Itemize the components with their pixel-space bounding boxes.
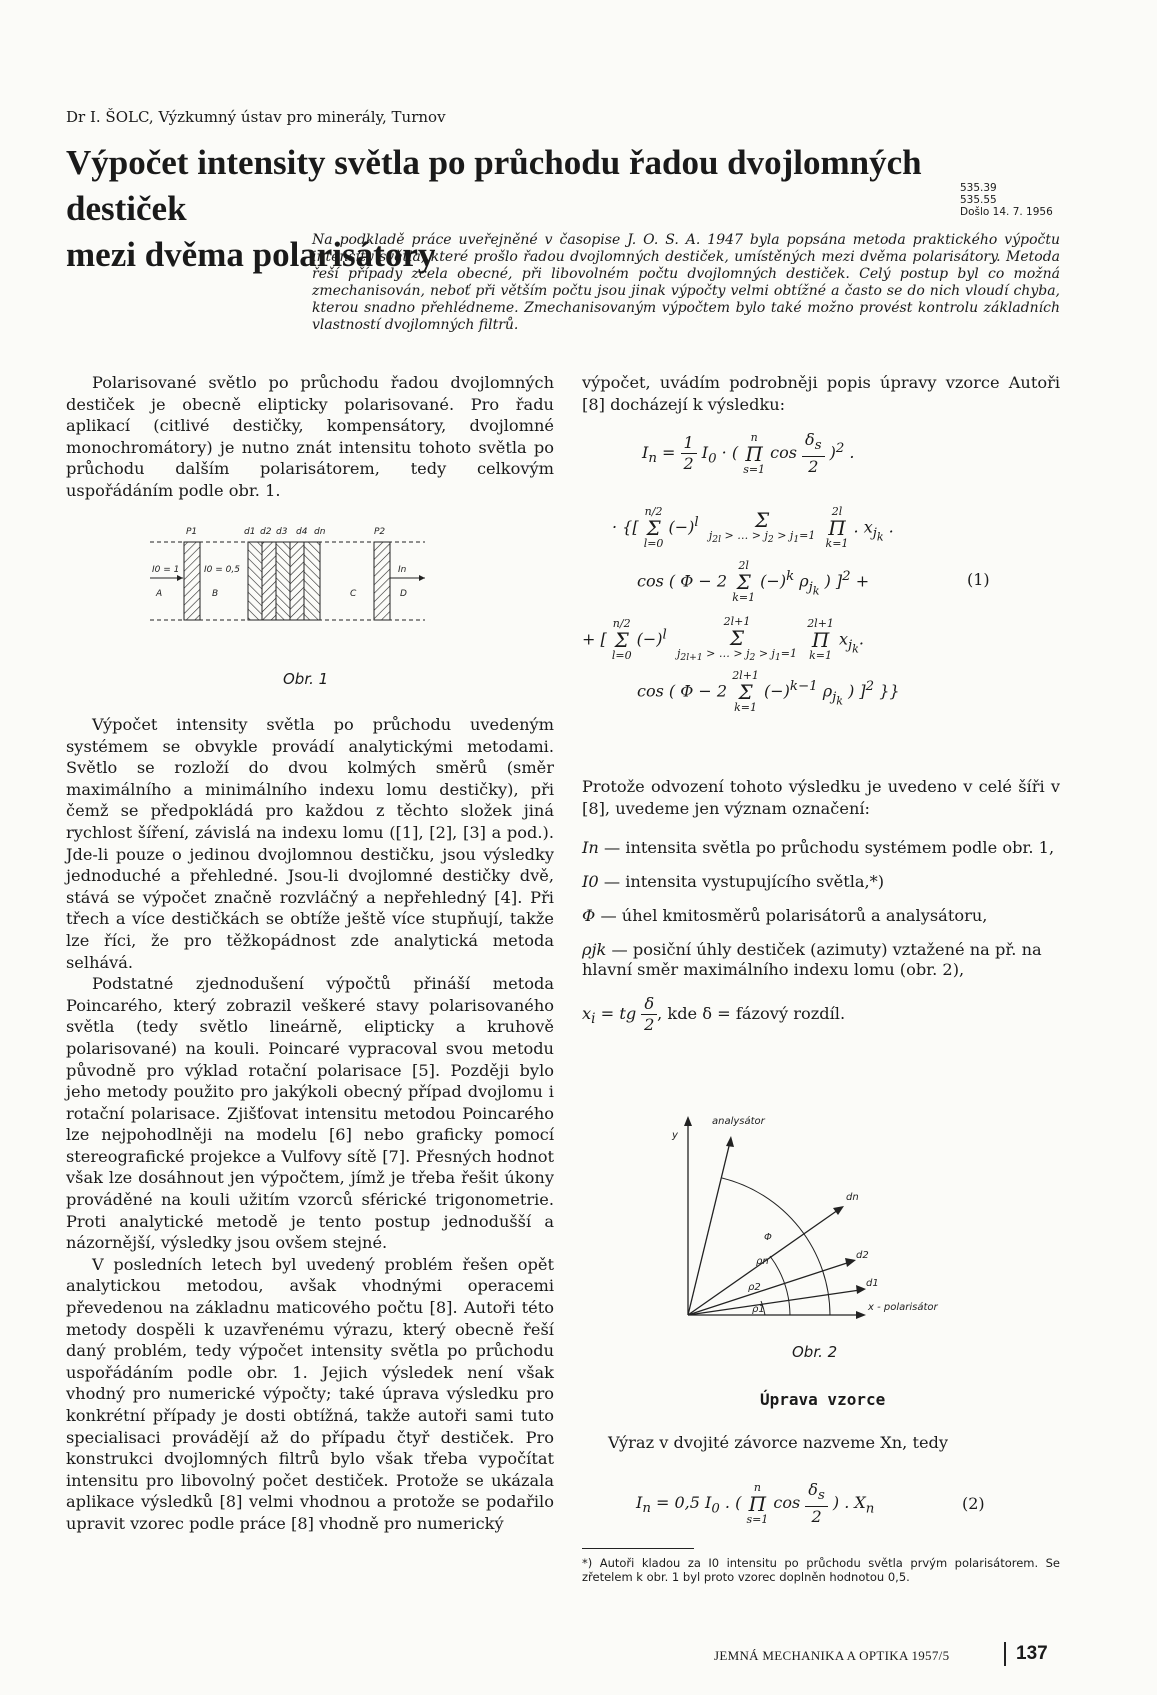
figure-1-diagram xyxy=(150,520,480,645)
label-p2: P2 xyxy=(374,527,386,537)
label-c: C xyxy=(350,589,357,599)
equation-2: $I_n = 0,5$ $I_0$ . ( n Π s=1 cos $\frac{\delta_s}{2}$ ) . $X_n$ (2) xyxy=(636,1480,985,1527)
right-column-lower xyxy=(582,1432,1060,1454)
section-heading: Úprava vzorce xyxy=(760,1390,886,1409)
label-analysator: analysátor xyxy=(712,1116,765,1127)
received-date: Došlo 14. 7. 1956 xyxy=(960,206,1053,218)
author-line: Dr I. ŠOLC, Výzkumný ústav pro minerály, Turnov xyxy=(66,108,446,126)
footer-divider xyxy=(1004,1642,1006,1666)
footnote: *) Autoři kladou za I0 intensitu po průchodu světla prvým polarisátorem. Se zřetelem k obr. 1 byl proto vzorec doplněn hodnotou 0,5. xyxy=(582,1556,1060,1584)
definition-item: Φ — úhel kmitosměrů polarisátorů a analysátoru, xyxy=(582,906,988,925)
title-line-2: mezi dvěma polarisátory xyxy=(66,235,436,274)
right-column-body xyxy=(582,776,1060,819)
title-line-1: Výpočet intensity světla po průchodu řadou dvojlomných destiček xyxy=(66,143,922,228)
label-a: A xyxy=(156,589,163,599)
figure-2-diagram xyxy=(660,1090,960,1320)
label-dn: dn xyxy=(314,527,326,537)
label-y-axis: y xyxy=(672,1130,678,1141)
label-dn-direction: dn xyxy=(846,1192,859,1203)
definition-item: $x_i$ = tg $\frac{\delta}{2}$ , kde δ = fázový rozdíl. xyxy=(582,994,846,1034)
label-d3: d3 xyxy=(276,527,288,537)
label-rho-n: ρn xyxy=(756,1256,769,1267)
label-i05: I0 = 0,5 xyxy=(204,565,240,575)
udc-code-2: 535.55 xyxy=(960,194,997,206)
polarizer-2 xyxy=(374,542,390,620)
label-d: D xyxy=(400,589,407,599)
paragraph: Protože odvození tohoto výsledku je uvedeno v celé šíři v [8], uvedeme jen význam označení: xyxy=(582,777,1060,818)
definition-item: ρjk — posiční úhly destiček (azimuty) vztažené na př. na hlavní směr maximálního indexu lomu (obr. 2), xyxy=(582,940,1042,979)
equation-1: $I_n$ = $\frac{1}{2}$ $I_0$ · ( n Π s=1 cos $\frac{\delta_s}{2}$ )$^2$ . · {[ n/2 Σ l=0 $(-)^l$ Σ $j_{2l}$ > … > $j_2 > j_1=1$ 2l Π k=1 . $x_{j_k}$ . cos ( Φ − 2 2l Σ k=1 $(-)^k$ $\rho_{j_k}$ ) ]$^2$ + (1) + [ n/2 Σ l=0 $(-)^l$ 2l+1 Σ $j_{2l+1}$ > … > $j_2 > j_1=1$ 2l+1 Π k=1 $x_{j_k}$. cos ( Φ − 2 2l+1 Σ k=1 $(-)^{k-1}$ $\rho_{j_k}$ ) ]$^2$ }} xyxy=(582,430,990,714)
label-d2-direction: d2 xyxy=(856,1250,869,1261)
paragraph: Podstatné zjednodušení výpočtů přináší metoda Poincarého, který zobrazil veškeré stavy polarisovaného světla (tedy světlo lineárně, elipticky a kruhově polarisované) na kouli. Poincaré vypracoval svou metodu původně pro výklad rotační polarisace [5]. Později bylo jeho metody použito pro jakýkoli obecný případ dvojlomu i rotační polarisace. Zjišťovat intensitu metodou Poincarého lze nejpohodlněji na modelu [6] nebo graficky pomocí stereografické projekce a Vulfovy sítě [7]. Přesných hodnot však lze dosáhnout jen výpočtem, jímž je třeba řešit úkony prováděné na kouli užitím vzorců sférické trigonometrie. Proti analytické metodě je tento postup jednodušší a názornější, výsledky jsou ovšem stejné. xyxy=(66,974,554,1253)
plate-stack xyxy=(248,542,320,620)
label-in: In xyxy=(398,565,407,575)
polarizer-1 xyxy=(184,542,200,620)
label-phi: Φ xyxy=(764,1232,772,1243)
label-d1-direction: d1 xyxy=(866,1278,879,1289)
abstract: Na podkladě práce uveřejněné v časopise J. O. S. A. 1947 byla popsána metoda praktického výpočtu intensity světla, které prošlo řadou dvojlomných destiček, umístěných mezi dvěma polarisátory. Metoda řeší případy zcela obecné, při libovolném počtu dvojlomných destiček. Celý postup byl co možná zmechanisován, neboť při větším počtu jsou jinak výpočty velmi obtížné a často se do nich vloudí chyba, kterou snadno přehlédneme. Zmechanisovaným výpočtem bylo také možno provést kontrolu základních vlastností dvojlomných filtrů. xyxy=(312,232,1060,333)
paragraph: V posledních letech byl uvedený problém řešen opět analytickou metodou, avšak vhodnými operacemi převedenou na základnu maticového počtu [8]. Autoři této metody dospěli k uzavřenému výrazu, který obecně řeší daný problém, tedy výpočet intensity světla po průchodu uspořádáním podle obr. 1. Jejich výsledek není však vhodný pro numerické výpočty; také úprava výsledku pro konkrétní případy je dosti obtížná, takže autoři sami tuto specialisaci provádějí až do případu čtyř destiček. Pro konstrukci dvojlomných filtrů bylo však třeba vypočítat intensitu pro libovolný počet destiček. Protože se ukázala aplikace výsledků [8] velmi vhodnou a protože se podařilo upravit vzorec podle práce [8] vhodně pro numerický xyxy=(66,1254,554,1533)
equation-1-number: (1) xyxy=(967,570,990,589)
page-number: 137 xyxy=(1016,1643,1048,1664)
classification-block xyxy=(960,182,1053,218)
label-d4: d4 xyxy=(296,527,308,537)
paragraph: Polarisované světlo po průchodu řadou dvojlomných destiček je obecně elipticky polarisované. Pro řadu aplikací (citlivé destičky, kompensátory, dvojlomné monochromátory) je nutno znát intensitu tohoto světla po průchodu dalším polarisátorem, tedy celkovým uspořádáním podle obr. 1. xyxy=(66,373,554,500)
label-polarisator: x - polarisátor xyxy=(868,1302,938,1313)
left-column-body xyxy=(66,714,554,1535)
left-column-top xyxy=(66,372,554,502)
paragraph: Výpočet intensity světla po průchodu uvedeným systémem se obvykle provádí analytickými metodami. Světlo se rozloží do dvou kolmých směrů (směr maximálního a minimálního indexu lomu destičky), při čemž se předpokládá pro každou z těchto složek jiná rychlost šíření, závislá na indexu lomu ([1], [2], [3] a pod.). Jde-li pouze o jedinou dvojlomnou destičku, jsou výsledky jednoduché a přehledné. Jsou-li dvojlomné destičky dvě, stává se výpočet značně rozvláčný a nepřehledný [4]. Při třech a více destičkách se obtíže ještě více stupňují, takže lze říci, že pro těžkopádnost zde analytická metoda selhává. xyxy=(66,715,554,972)
right-column-top xyxy=(582,372,1060,415)
figure-1-caption: Obr. 1 xyxy=(283,670,329,688)
label-rho-1: ρ1 xyxy=(752,1304,765,1315)
footnote-rule xyxy=(582,1548,694,1549)
equation-2-number: (2) xyxy=(962,1494,985,1513)
label-b: B xyxy=(212,589,219,599)
udc-code-1: 535.39 xyxy=(960,182,997,194)
definition-item: In — intensita světla po průchodu systémem podle obr. 1, xyxy=(582,838,1055,857)
figure-2-caption: Obr. 2 xyxy=(792,1343,838,1361)
definition-item: I0 — intensita vystupujícího světla,*) xyxy=(582,872,885,891)
paragraph: výpočet, uvádím podrobněji popis úpravy vzorce Autoři [8] docházejí k výsledku: xyxy=(582,373,1060,414)
definitions-list xyxy=(582,838,1060,1035)
journal-footer: JEMNÁ MECHANIKA A OPTIKA 1957/5 xyxy=(714,1648,950,1663)
label-rho-2: ρ2 xyxy=(748,1282,761,1293)
label-p1: P1 xyxy=(186,527,198,537)
label-i0: I0 = 1 xyxy=(152,565,180,575)
label-d1: d1 xyxy=(244,527,256,537)
label-d2: d2 xyxy=(260,527,272,537)
paragraph: Výraz v dvojité závorce nazveme Xn, tedy xyxy=(608,1433,949,1452)
